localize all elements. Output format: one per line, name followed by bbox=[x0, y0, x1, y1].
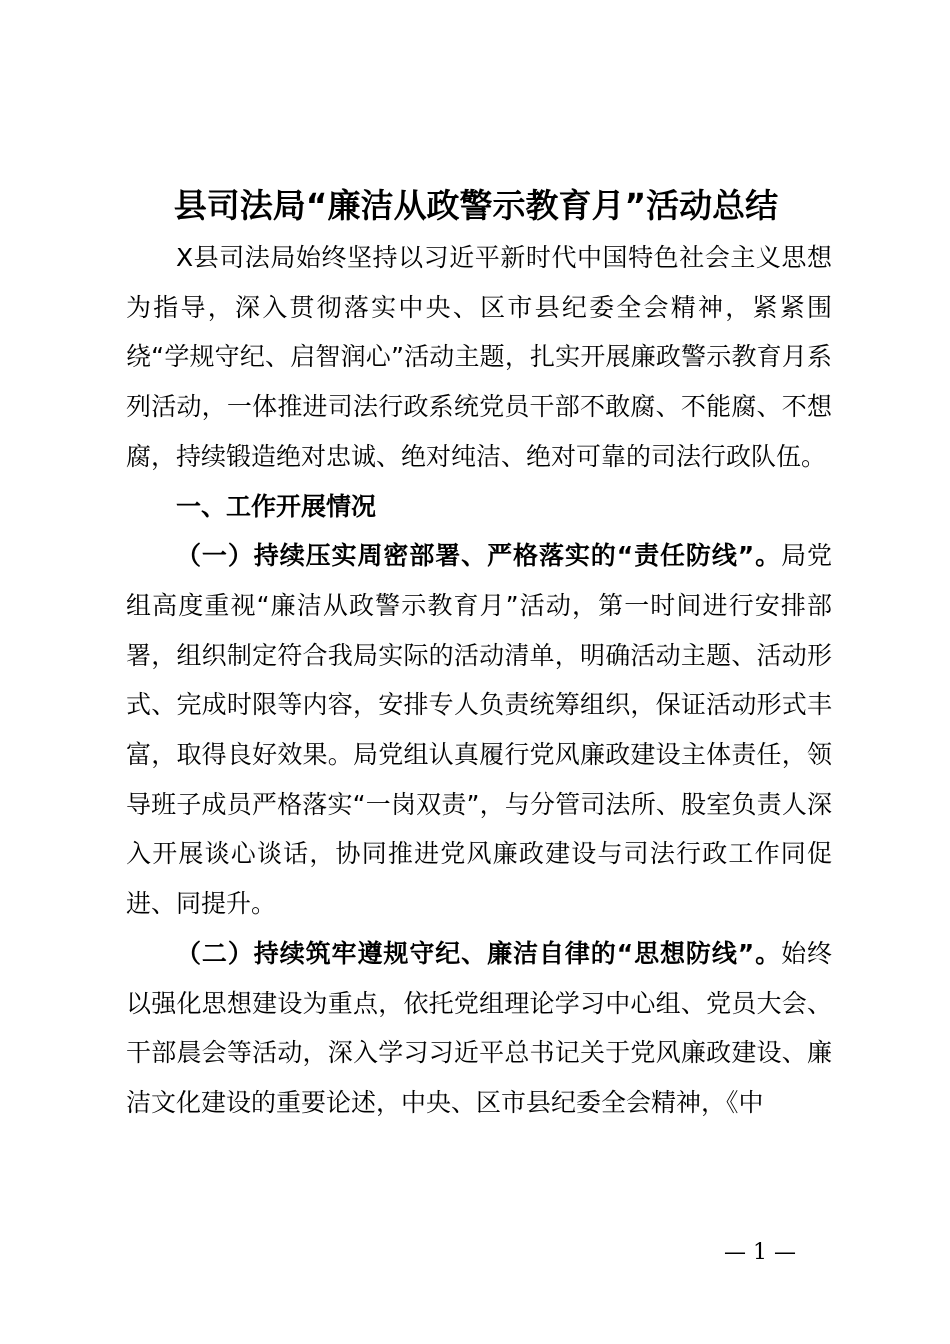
intro-paragraph bbox=[126, 233, 832, 482]
subsection-1-lead: （一）持续压实周密部署、严格落实的“责任防线”。 bbox=[176, 541, 782, 571]
subsection-1-text: 局党组高度重视“廉洁从政警示教育月”活动，第一时间进行安排部署，组织制定符合我局实际的活动清单，明确活动主题、活动形式、完成时限等内容，安排专人负责统筹组织，保证活动形式丰富，取得良好效果。局党组认真履行党风廉政建设主体责任，领导班子成员严格落实“一岗双责”，与分管司法所、股室负责人深入开展谈心谈话，协同推进党风廉政建设与司法行政工作同促进、同提升。 bbox=[126, 541, 832, 919]
page-number: — 1 — bbox=[724, 1240, 796, 1265]
document-title: 县司法局“廉洁从政警示教育月”活动总结 bbox=[173, 186, 779, 225]
intro-text: X县司法局始终坚持以习近平新时代中国特色社会主义思想为指导，深入贯彻落实中央、区市县纪委全会精神，紧紧围绕“学规守纪、启智润心”活动主题，扎实开展廉政警示教育月系列活动，一体推进司法行政系统党员干部不敢腐、不能腐、不想腐，持续锻造绝对忠诚、绝对纯洁、绝对可靠的司法行政队伍。 bbox=[126, 243, 832, 471]
subsection-2-paragraph bbox=[126, 929, 832, 1128]
subsection-2-text: 始终以强化思想建设为重点，依托党组理论学习中心组、党员大会、干部晨会等活动，深入学习习近平总书记关于党风廉政建设、廉洁文化建设的重要论述，中央、区市县纪委全会精神，《中 bbox=[126, 938, 832, 1117]
subsection-1-paragraph bbox=[126, 531, 832, 929]
section-heading: 一、工作开展情况 bbox=[176, 491, 377, 521]
document-body bbox=[126, 233, 832, 1128]
subsection-2-lead: （二）持续筑牢遵规守纪、廉洁自律的“思想防线”。 bbox=[176, 938, 782, 968]
